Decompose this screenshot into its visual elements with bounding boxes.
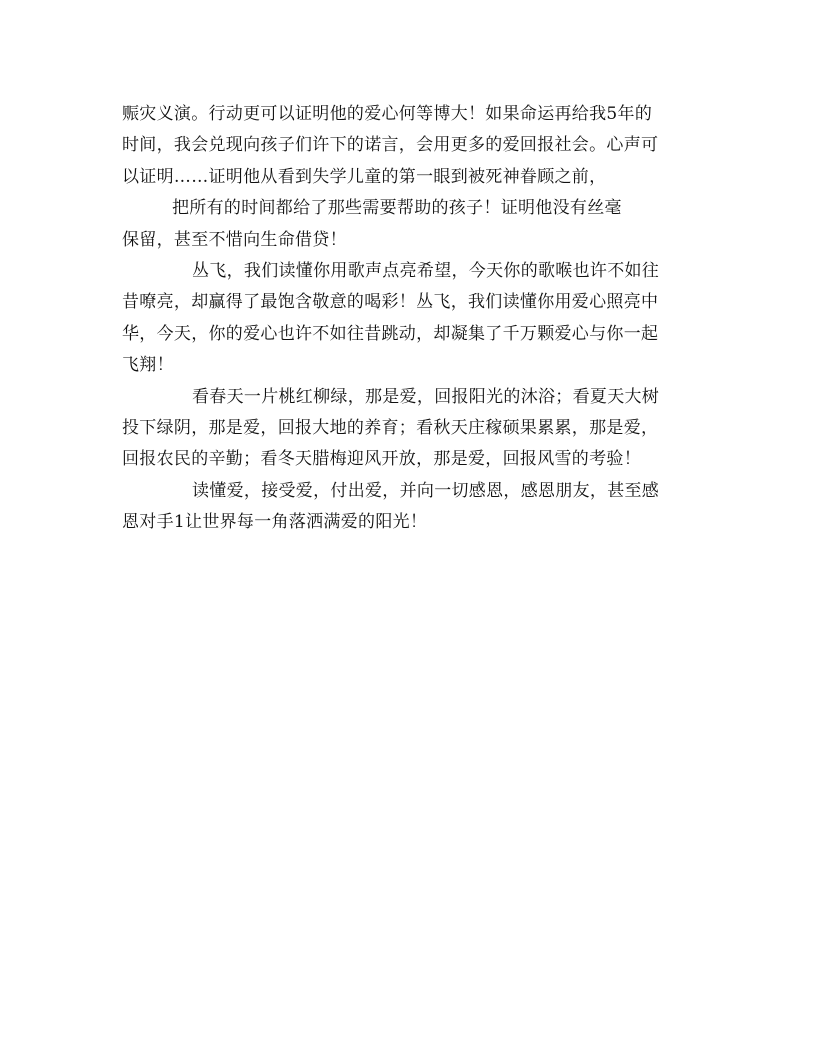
text-line: 看春天一片桃红柳绿，那是爱，回报阳光的沐浴；看夏天大树 <box>192 386 660 407</box>
text-line: 保留，甚至不惜向生命借贷！ <box>122 229 347 250</box>
text-line: 赈灾义演。行动更可以证明他的爱心何等博大！如果命运再给我5年的 <box>122 104 653 124</box>
text-line: 时间，我会兑现向孩子们许下的诺言，会用更多的爱回报社会。心声可 <box>122 135 659 156</box>
text-line: 丛飞，我们读懂你用歌声点亮希望，今天你的歌喉也许不如往 <box>192 261 660 282</box>
text-line: 恩对手1让世界每一角落洒满爱的阳光！ <box>122 512 428 533</box>
paragraph-continuation <box>122 99 698 193</box>
paragraph-congfei <box>122 256 698 382</box>
text-line: 飞翔！ <box>122 355 174 376</box>
text-line: 昔嘹亮，却赢得了最饱含敬意的喝彩！丛飞，我们读懂你用爱心照亮中 <box>122 292 659 313</box>
text-line: 读懂爱，接受爱，付出爱，并向一切感恩，感恩朋友，甚至感 <box>192 480 660 501</box>
text-line: 华，今天，你的爱心也许不如往昔跳动，却凝集了千万颗爱心与你一起 <box>122 323 659 344</box>
paragraph-seasons <box>122 382 698 476</box>
paragraph-all-time <box>122 193 698 256</box>
document-body <box>122 99 698 539</box>
text-line: 投下绿阴，那是爱，回报大地的养育；看秋天庄稼硕果累累，那是爱， <box>122 418 659 439</box>
text-line: 把所有的时间都给了那些需要帮助的孩子！证明他没有丝毫 <box>172 198 622 219</box>
paragraph-gratitude <box>122 476 698 539</box>
text-line: 以证明……证明他从看到失学儿童的第一眼到被死神眷顾之前， <box>122 166 607 187</box>
text-line: 回报农民的辛勤；看冬天腊梅迎风开放，那是爱，回报风雪的考验！ <box>122 449 641 470</box>
